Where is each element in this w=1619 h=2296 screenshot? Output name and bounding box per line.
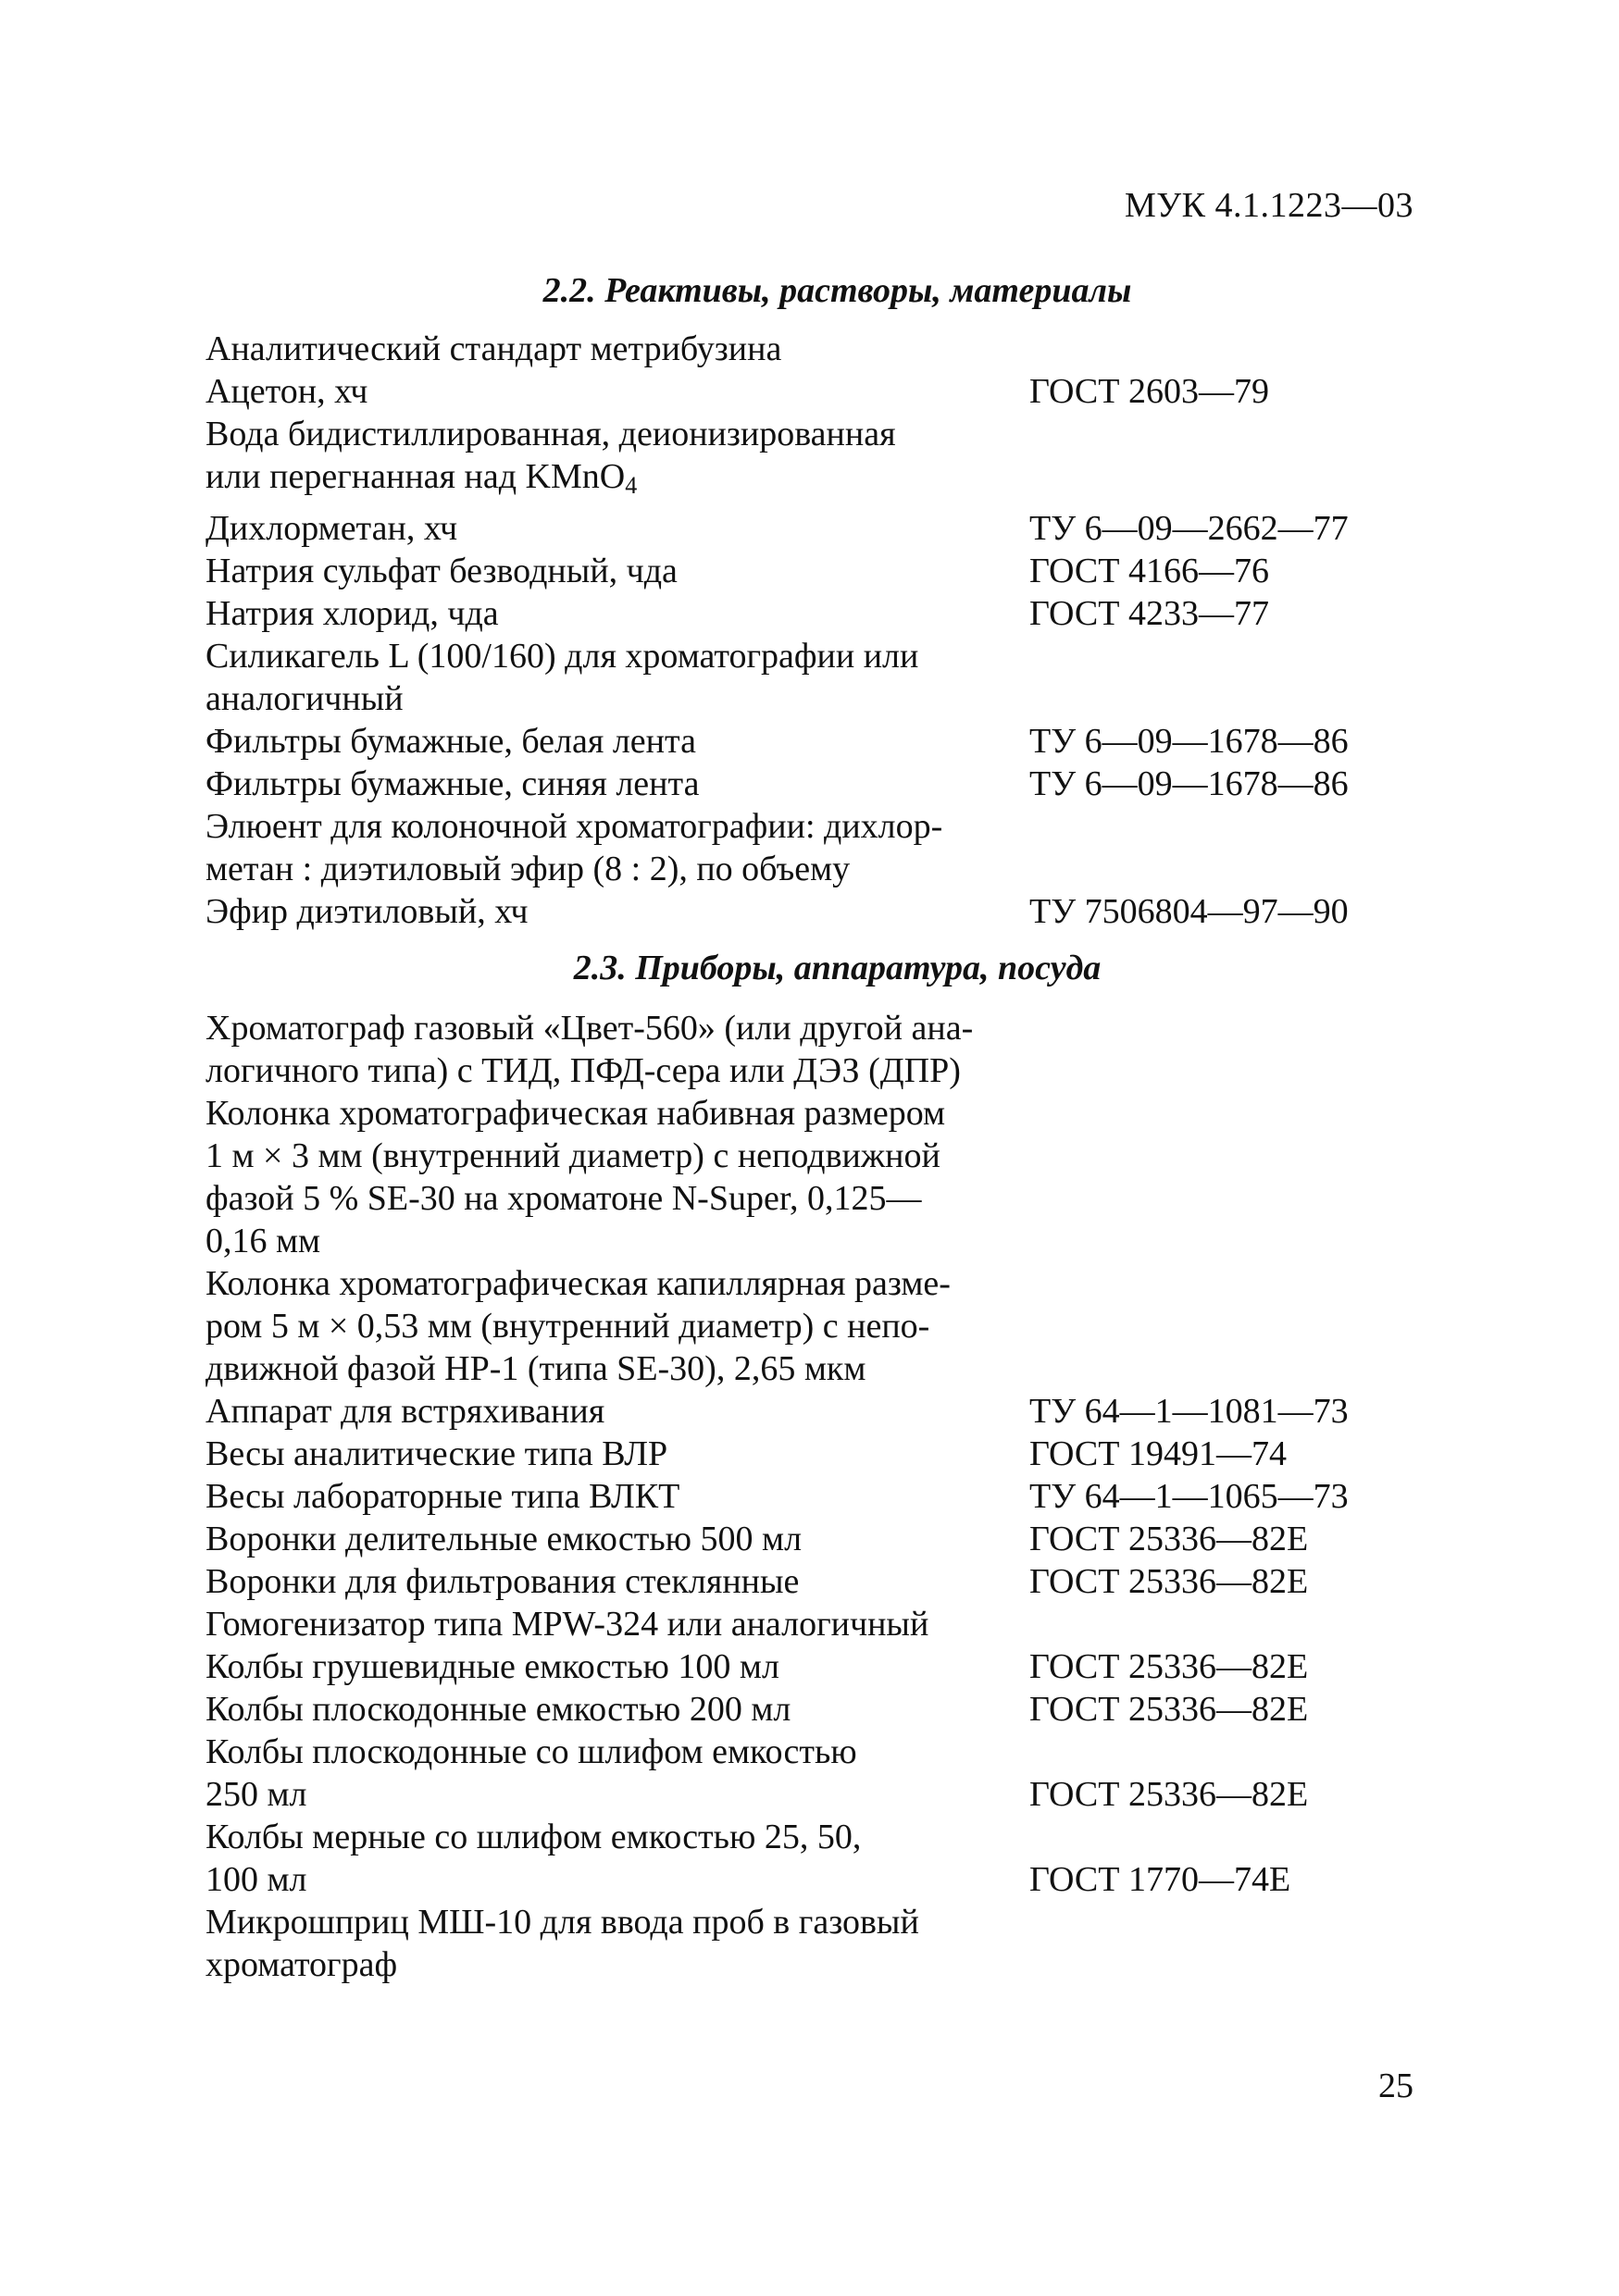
item-name <box>205 1433 1029 1475</box>
item-standard: ТУ 64—1—1081—73 <box>1029 1392 1349 1431</box>
item-name-text: Воронки делительные емкостью 500 мл <box>205 1520 803 1558</box>
list-item <box>205 1007 1437 1092</box>
item-name <box>205 1901 1029 1986</box>
item-name-text: Колбы плоскодонные емкостью 200 мл <box>205 1690 791 1729</box>
list-item <box>205 1731 1437 1816</box>
item-name-text: Гомогенизатор типа MPW-324 или аналогичный <box>205 1605 929 1644</box>
item-name <box>205 805 1029 890</box>
item-name-text: Элюент для колоночной хроматографии: дихлор- метан : диэтиловый эфир (8 : 2), по объему <box>205 807 943 888</box>
section-heading-equipment: 2.3. Приборы, аппаратура, посуда <box>573 949 1102 987</box>
list-item <box>205 635 1437 720</box>
item-standard: ТУ 64—1—1065—73 <box>1029 1477 1349 1516</box>
item-standard: ГОСТ 4233—77 <box>1029 594 1269 633</box>
list-item <box>205 805 1437 890</box>
list-item <box>205 370 1437 413</box>
equipment-list <box>205 1007 1437 1986</box>
item-name <box>205 592 1029 635</box>
item-name <box>205 1560 1029 1603</box>
item-name <box>205 413 1029 455</box>
item-name-text: Вода бидистиллированная, деионизированная <box>205 415 896 453</box>
list-item <box>205 550 1437 592</box>
item-name-text: Колбы грушевидные емкостью 100 мл <box>205 1647 779 1686</box>
item-name-text: Эфир диэтиловый, хч <box>205 892 529 931</box>
item-name <box>205 1645 1029 1688</box>
item-name <box>205 1688 1029 1731</box>
item-standard: ГОСТ 4166—76 <box>1029 552 1269 590</box>
list-item <box>205 1518 1437 1560</box>
reagents-list <box>205 328 1437 933</box>
item-standard: ГОСТ 19491—74 <box>1029 1434 1287 1473</box>
item-name <box>205 1816 1029 1901</box>
list-item <box>205 592 1437 635</box>
item-standard: ТУ 6—09—1678—86 <box>1029 722 1349 761</box>
list-item <box>205 763 1437 805</box>
item-name-text: Микрошприц МШ-10 для ввода проб в газовый хроматограф <box>205 1903 919 1984</box>
list-item <box>205 1433 1437 1475</box>
item-name <box>205 1092 1029 1262</box>
item-standard: ТУ 6—09—2662—77 <box>1029 509 1349 548</box>
list-item <box>205 720 1437 763</box>
item-standard: ТУ 6—09—1678—86 <box>1029 764 1349 803</box>
list-item <box>205 1603 1437 1645</box>
section-heading-reagents: 2.2. Реактивы, растворы, материалы <box>542 271 1132 310</box>
item-subscript: 4 <box>625 472 638 499</box>
item-name-text: Дихлорметан, хч <box>205 509 458 548</box>
item-name <box>205 1007 1029 1092</box>
item-name-text: Колонка хроматографическая капиллярная разме- ром 5 м × 0,53 мм (внутренний диаметр) с непо- движной фазой НР-1 (типа SE-30), 2,65 мкм <box>205 1264 951 1388</box>
list-item <box>205 413 1437 455</box>
item-name <box>205 1731 1029 1816</box>
list-item <box>205 890 1437 933</box>
item-name-text: Аппарат для встряхивания <box>205 1392 605 1431</box>
item-standard: ГОСТ 25336—82Е <box>1029 1647 1309 1686</box>
item-name <box>205 1262 1029 1390</box>
item-name <box>205 720 1029 763</box>
item-name-text: Натрия хлорид, чда <box>205 594 499 633</box>
item-standard: ГОСТ 2603—79 <box>1029 372 1269 411</box>
item-name-text: Аналитический стандарт метрибузина <box>205 329 782 368</box>
list-item <box>205 1475 1437 1518</box>
item-name-text: Фильтры бумажные, синяя лента <box>205 764 700 803</box>
list-item <box>205 1560 1437 1603</box>
item-standard: ГОСТ 25336—82Е <box>1029 1690 1309 1729</box>
item-name-text: Фильтры бумажные, белая лента <box>205 722 696 761</box>
list-item <box>205 1901 1437 1986</box>
list-item <box>205 1645 1437 1688</box>
item-name-text: Колонка хроматографическая набивная размером 1 м × 3 мм (внутренний диаметр) с неподвижной фазой 5 % SE-30 на хроматоне N-Super, 0,125— 0,16 мм <box>205 1094 946 1260</box>
item-name <box>205 550 1029 592</box>
item-name <box>205 763 1029 805</box>
item-name <box>205 1475 1029 1518</box>
list-item <box>205 507 1437 550</box>
item-name-text: Ацетон, хч <box>205 372 368 411</box>
item-standard: ГОСТ 25336—82Е <box>1029 1520 1309 1558</box>
item-name <box>205 1518 1029 1560</box>
item-standard: ГОСТ 1770—74Е <box>1029 1860 1291 1899</box>
item-name-text: Колбы плоскодонные со шлифом емкостью 250 мл <box>205 1732 857 1814</box>
list-item <box>205 1092 1437 1262</box>
item-name <box>205 635 1029 720</box>
item-name <box>205 890 1029 933</box>
item-name <box>205 507 1029 550</box>
item-name-text: или перегнанная над KMnO <box>205 457 626 496</box>
item-name <box>205 1390 1029 1433</box>
document-code: МУК 4.1.1223—03 <box>1124 186 1414 225</box>
item-name-text: Силикагель L (100/160) для хроматографии или аналогичный <box>205 637 919 718</box>
item-name <box>205 1603 1029 1645</box>
list-item <box>205 1688 1437 1731</box>
item-name <box>205 328 1029 370</box>
item-name-text: Натрия сульфат безводный, чда <box>205 552 678 590</box>
list-item <box>205 455 1437 507</box>
list-item <box>205 1262 1437 1390</box>
item-standard: ГОСТ 25336—82Е <box>1029 1562 1309 1601</box>
item-name-text: Колбы мерные со шлифом емкостью 25, 50, 100 мл <box>205 1818 862 1899</box>
item-name-text: Воронки для фильтрования стеклянные <box>205 1562 800 1601</box>
item-name-text: Весы аналитические типа ВЛР <box>205 1434 668 1473</box>
page-number: 25 <box>1378 2066 1414 2105</box>
list-item <box>205 1816 1437 1901</box>
item-standard: ТУ 7506804—97—90 <box>1029 892 1349 931</box>
item-name <box>205 455 1029 507</box>
list-item <box>205 1390 1437 1433</box>
item-standard: ГОСТ 25336—82Е <box>1029 1775 1309 1814</box>
item-name <box>205 370 1029 413</box>
item-name-text: Весы лабораторные типа ВЛКТ <box>205 1477 680 1516</box>
list-item <box>205 328 1437 370</box>
item-name-text: Хроматограф газовый «Цвет-560» (или другой ана- логичного типа) с ТИД, ПФД-сера или ДЭЗ (ДПР) <box>205 1009 974 1090</box>
